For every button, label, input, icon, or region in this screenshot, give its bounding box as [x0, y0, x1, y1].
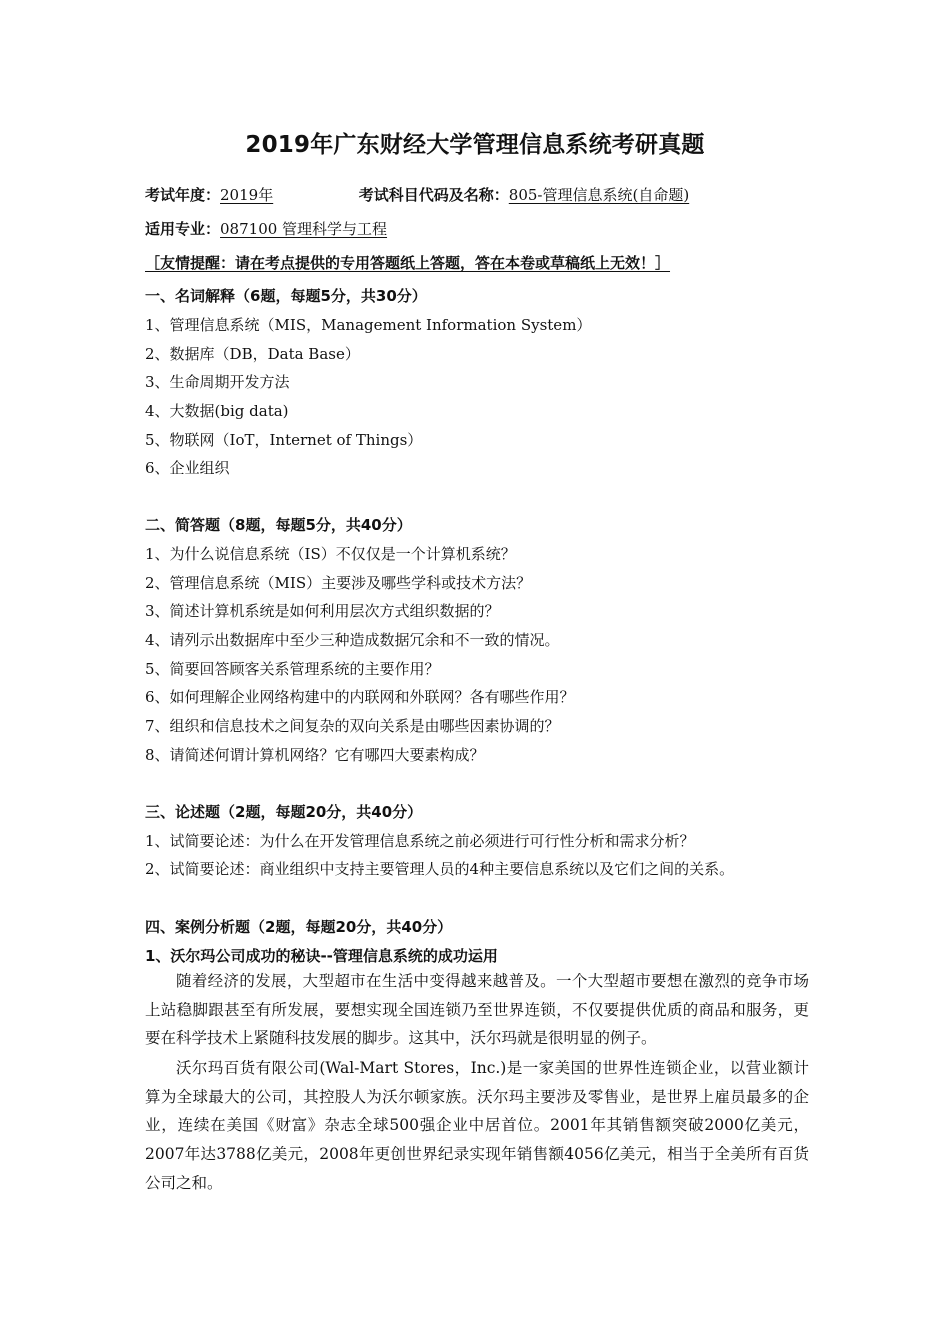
subject-value: 805-管理信息系统(自命题) — [508, 186, 690, 204]
section-heading: 二、简答题（8题，每题5分，共40分） — [145, 516, 412, 534]
page-title: 2019年广东财经大学管理信息系统考研真题 — [245, 132, 705, 158]
major-label: 适用专业： — [145, 220, 221, 238]
list-item: 2、管理信息系统（MIS）主要涉及哪些学科或技术方法？ — [145, 574, 532, 592]
list-item: 2、试简要论述：商业组织中支持主要管理人员的4种主要信息系统以及它们之间的关系。 — [145, 860, 735, 878]
section-heading: 三、论述题（2题，每题20分，共40分） — [145, 803, 423, 821]
list-item: 5、物联网（IoT，Internet of Things） — [145, 431, 423, 449]
list-item: 2、数据库（DB，Data Base） — [145, 345, 360, 363]
year-label: 考试年度： — [145, 186, 221, 204]
list-item: 1、为什么说信息系统（IS）不仅仅是一个计算机系统？ — [145, 545, 516, 563]
major-value: 087100 管理科学与工程 — [220, 220, 388, 238]
list-item: 1、管理信息系统（MIS，Management Information System） — [145, 316, 592, 334]
exam-meta-row — [145, 184, 689, 205]
list-item: 6、如何理解企业网络构建中的内联网和外联网？各有哪些作用？ — [145, 688, 575, 706]
list-item: 3、生命周期开发方法 — [145, 373, 290, 391]
list-item: 4、请列示出数据库中至少三种造成数据冗余和不一致的情况。 — [145, 631, 560, 649]
list-item: 5、简要回答顾客关系管理系统的主要作用？ — [145, 660, 440, 678]
case-title: 1、沃尔玛公司成功的秘诀--管理信息系统的成功运用 — [145, 947, 498, 965]
subject-label: 考试科目代码及名称： — [358, 186, 509, 204]
list-item: 7、组织和信息技术之间复杂的双向关系是由哪些因素协调的？ — [145, 717, 560, 735]
reminder-notice: ［友情提醒：请在考点提供的专用答题纸上答题，答在本卷或草稿纸上无效！］ — [145, 254, 671, 272]
list-item: 1、试简要论述：为什么在开发管理信息系统之前必须进行可行性分析和需求分析？ — [145, 832, 695, 850]
list-item: 3、简述计算机系统是如何利用层次方式组织数据的？ — [145, 602, 500, 620]
year-value: 2019年 — [220, 186, 274, 204]
case-paragraph: 随着经济的发展，大型超市在生活中变得越来越普及。一个大型超市要想在激烈的竞争市场上站稳脚跟甚至有所发展，要想实现全国连锁乃至世界连锁，不仅要提供优质的商品和服务，更要在科学技术上紧随科技发展的脚步。这其中，沃尔玛就是很明显的例子。 — [145, 972, 809, 1048]
list-item: 4、大数据(big data) — [145, 402, 289, 420]
list-item: 6、企业组织 — [145, 459, 230, 477]
section-heading: 四、案例分析题（2题，每题20分，共40分） — [145, 918, 453, 936]
case-paragraph: 沃尔玛百货有限公司(Wal-Mart Stores，Inc.)是一家美国的世界性连锁企业，以营业额计算为全球最大的公司，其控股人为沃尔顿家族。沃尔玛主要涉及零售业，是世界上雇员最多的企业，连续在美国《财富》杂志全球500强企业中居首位。2001年其销售额突破2000亿美元，2007年达3788亿美元，2008年更创世界纪录实现年销售额4056亿美元，相当于全美所有百货公司之和。 — [145, 1059, 809, 1192]
section-heading: 一、名词解释（6题，每题5分，共30分） — [145, 287, 427, 305]
list-item: 8、请简述何谓计算机网络？它有哪四大要素构成？ — [145, 746, 485, 764]
major-row — [145, 218, 387, 239]
